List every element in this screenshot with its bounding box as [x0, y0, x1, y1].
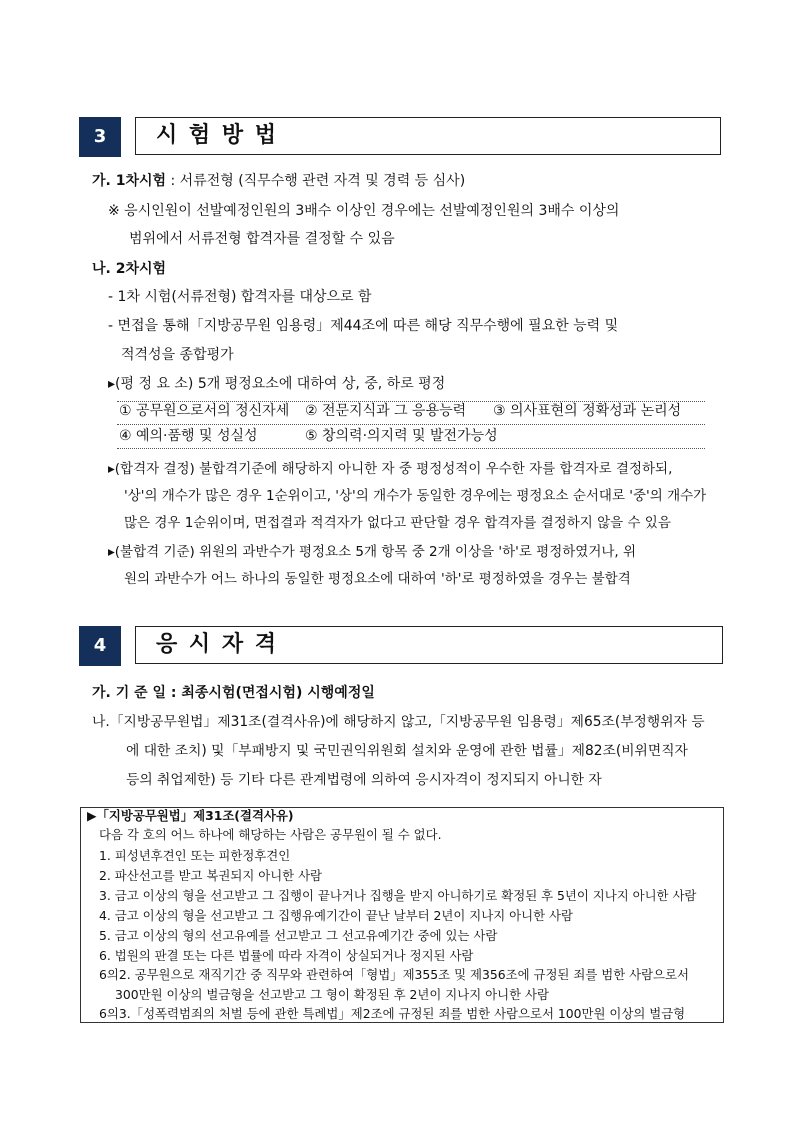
section-number: 3	[79, 117, 121, 157]
law-line: 6. 법원의 판결 또는 다른 법률에 따라 자격이 상실되거나 정지된 사람	[99, 948, 474, 963]
law-line: 6의3.「성폭력범죄의 처벌 등에 관한 특례법」제2조에 규정된 죄를 범한 사람으로서 100만원 이상의 벌금형	[99, 1006, 686, 1021]
note-line-2: 범위에서 서류전형 합격자를 결정할 수 있음	[129, 231, 395, 247]
law-line: 4. 금고 이상의 형을 선고받고 그 집행유예기간이 끝난 날부터 2년이 지나지 아니한 사람	[99, 908, 573, 923]
reference-date: 가. 기 준 일 : 최종시험(면접시험) 시행예정일	[92, 685, 375, 701]
factor-2: ② 전문지식과 그 응용능력	[305, 403, 467, 419]
eligibility-line-1: 나.「지방공무원법」제31조(결격사유)에 해당하지 않고,「지방공무원 임용령」제65조(부정행위자 등	[92, 714, 705, 730]
law-excerpt-box	[80, 807, 724, 1023]
section-number: 4	[79, 626, 121, 666]
pass-rule-line-2: '상'의 개수가 많은 경우 1순위이고, '상'의 개수가 동일한 경우에는 평정요소 순서대로 '중'의 개수가	[124, 488, 707, 504]
law-line: 1. 피성년후견인 또는 피한정후견인	[99, 848, 291, 863]
second-exam-item-2-line-2: 적격성을 종합평가	[121, 347, 234, 363]
law-line: 2. 파산선고를 받고 복권되지 아니한 사람	[99, 868, 323, 883]
law-line: 3. 금고 이상의 형을 선고받고 그 집행이 끝나거나 집행을 받지 아니하기로 확정된 후 5년이 지나지 아니한 사람	[99, 888, 697, 903]
second-exam-label: 나. 2차시험	[92, 261, 167, 277]
law-line: 5. 금고 이상의 형의 선고유예를 선고받고 그 선고유예기간 중에 있는 사람	[99, 928, 498, 943]
first-exam-line	[92, 171, 465, 191]
note-line-1: ※ 응시인원이 선발예정인원의 3배수 이상인 경우에는 선발예정인원의 3배수 이상의	[108, 203, 620, 219]
eligibility-line-3: 등의 취업제한) 등 기타 다른 관계법령에 의하여 응시자격이 정지되지 아니한 자	[126, 772, 602, 788]
law-line: 다음 각 호의 어느 하나에 해당하는 사람은 공무원이 될 수 없다.	[99, 827, 442, 842]
fail-rule-line-2: 원의 과반수가 어느 하나의 동일한 평정요소에 대하여 '하'로 평정하였을 경우는 불합격	[124, 571, 631, 587]
eval-factors-title: ▸(평 정 요 소) 5개 평정요소에 대하여 상, 중, 하로 평정	[108, 376, 446, 392]
factor-4: ④ 예의·품행 및 성실성	[119, 428, 258, 444]
first-exam-text: : 서류전형 (직무수행 관련 자격 및 경력 등 심사)	[170, 173, 466, 189]
factor-5: ⑤ 창의력·의지력 및 발전가능성	[305, 428, 498, 444]
section-title: 시 험 방 법	[135, 117, 721, 155]
factor-3: ③ 의사표현의 정확성과 논리성	[493, 403, 682, 419]
law-excerpt-title: ▶「지방공무원법」제31조(결격사유)	[87, 808, 294, 823]
second-exam-item-1: - 1차 시험(서류전형) 합격자를 대상으로 함	[108, 289, 372, 305]
eval-factors-middle-rule	[117, 424, 705, 425]
section-3-header	[79, 117, 721, 157]
eligibility-line-2: 에 대한 조치) 및「부패방지 및 국민권익위원회 설치와 운영에 관한 법률」제82조(비위면직자	[126, 743, 688, 759]
first-exam-label: 가. 1차시험	[92, 173, 167, 189]
factor-1: ① 공무원으로서의 정신자세	[119, 403, 290, 419]
section-title: 응 시 자 격	[135, 626, 723, 664]
law-line: 300만원 이상의 벌금형을 선고받고 그 형이 확정된 후 2년이 지나지 아니한 사람	[115, 987, 549, 1002]
pass-rule-line-3: 많은 경우 1순위이며, 면접결과 적격자가 없다고 판단할 경우 합격자를 결정하지 않을 수 있음	[124, 515, 671, 531]
eval-factors-bottom-rule	[117, 448, 705, 449]
law-line: 6의2. 공무원으로 재직기간 중 직무와 관련하여「형법」제355조 및 제356조에 규정된 죄를 범한 사람으로서	[99, 967, 689, 982]
fail-rule-line-1: ▸(불합격 기준) 위원의 과반수가 평정요소 5개 항목 중 2개 이상을 '하'로 평정하였거나, 위	[108, 544, 637, 560]
second-exam-item-2-line-1: - 면접을 통해「지방공무원 임용령」제44조에 따른 해당 직무수행에 필요한 능력 및	[108, 318, 619, 334]
section-4-header	[79, 626, 723, 666]
pass-rule-line-1: ▸(합격자 결정) 불합격기준에 해당하지 아니한 자 중 평정성적이 우수한 자를 합격자로 결정하되,	[108, 461, 673, 477]
